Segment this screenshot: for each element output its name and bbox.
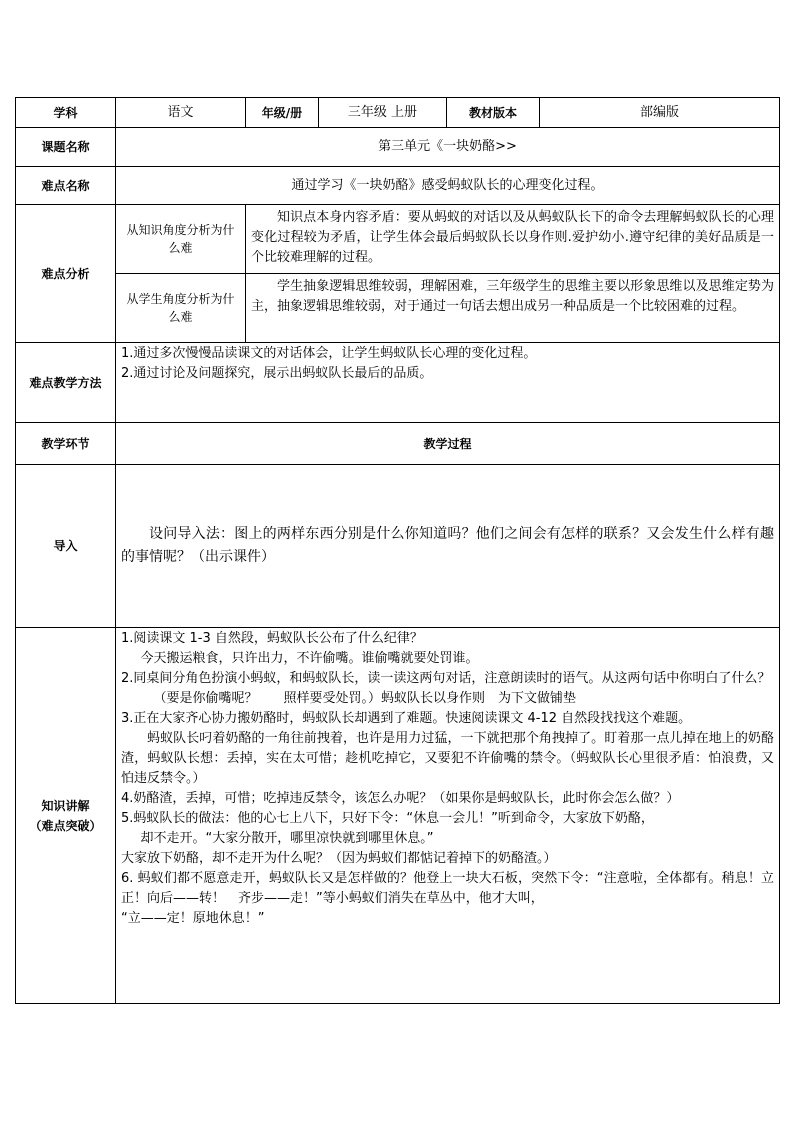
- method-line: 2.通过讨论及问题探究，展示出蚂蚁队长最后的品质。: [121, 366, 433, 381]
- analysis-knowledge-row: [16, 205, 780, 274]
- stage-header: 教学环节: [16, 423, 116, 465]
- topic-value: 第三单元《一块奶酪>>: [116, 128, 780, 167]
- method-line: 1.通过多次慢慢品读课文的对话体会，让学生蚂蚁队长心理的变化过程。: [121, 346, 537, 361]
- knowledge-paragraph: 2.同桌间分角色扮演小蚂蚁，和蚂蚁队长，读一读这两句对话，注意朗读时的语气。从这两句话中你明白了什么？: [121, 671, 771, 686]
- knowledge-paragraph: 却不走开。“大家分散开，哪里凉快就到哪里休息。”: [140, 831, 434, 846]
- knowledge-content: [116, 628, 780, 1004]
- process-header-row: [16, 423, 780, 465]
- knowledge-paragraph: 今天搬运粮食，只许出力，不许偷嘴。谁偷嘴就要处罚谁。: [140, 651, 479, 666]
- method-content: [116, 343, 780, 423]
- student-angle-label: 从学生角度分析为什么难: [116, 274, 246, 343]
- knowledge-angle-label: 从知识角度分析为什么难: [116, 205, 246, 274]
- knowledge-paragraph: 4.奶酪渣，丢掉，可惜；吃掉违反禁令，该怎么办呢？（如果你是蚂蚁队长，此时你会怎么做？）: [121, 791, 680, 806]
- knowledge-paragraph: 蚂蚁队长叼着奶酪的一角往前拽着，也许是用力过猛，一下就把那个角拽掉了。盯着那一点儿掉在地上的奶酪渣，蚂蚁队长想：丢掉，实在太可惜；趁机吃掉它，又要犯不许偷嘴的禁令。（蚂蚁队长心里很矛盾：怕浪费，又怕违反禁令。）: [121, 731, 774, 786]
- topic-label: 课题名称: [16, 128, 116, 167]
- subject-value: 语文: [116, 98, 246, 128]
- edition-label: 教材版本: [447, 98, 540, 128]
- intro-row: [16, 465, 780, 628]
- process-header: 教学过程: [116, 423, 780, 465]
- difficulty-row: [16, 167, 780, 205]
- knowledge-paragraph: “立——定！原地休息！”: [121, 911, 265, 926]
- topic-row: [16, 128, 780, 167]
- knowledge-paragraph: 1.阅读课文 1-3 自然段，蚂蚁队长公布了什么纪律？: [121, 631, 423, 646]
- intro-text: 设问导入法：图上的两样东西分别是什么你知道吗？他们之间会有怎样的联系？又会发生什么样有趣的事情呢？（出示课件）: [116, 465, 780, 628]
- edition-value: 部编版: [540, 98, 780, 128]
- knowledge-label-line1: 知识讲解: [41, 798, 90, 813]
- subject-label: 学科: [16, 98, 116, 128]
- difficulty-value: 通过学习《一块奶酪》感受蚂蚁队长的心理变化过程。: [116, 167, 780, 205]
- knowledge-paragraph: 6. 蚂蚁们都不愿意走开，蚂蚁队长又是怎样做的？他登上一块大石板，突然下令：“注意啦，全体都有。稍息！立正！向后——转！ 齐步——走！”等小蚂蚁们消失在草丛中，他才大叫，: [121, 871, 774, 906]
- knowledge-angle-text: 知识点本身内容矛盾：要从蚂蚁的对话以及从蚂蚁队长下的命令去理解蚂蚁队长的心理变化过程较为矛盾，让学生体会最后蚂蚁队长以身作则.爱护幼小.遵守纪律的美好品质是一个比较难理解的过程。: [246, 205, 780, 274]
- knowledge-paragraph: （要是你偷嘴呢？ 照样要受处罚。）蚂蚁队长以身作则 为下文做铺垫: [153, 691, 577, 706]
- knowledge-paragraph: 大家放下奶酪，却不走开为什么呢？（因为蚂蚁们都惦记着掉下的奶酪渣。）: [121, 851, 557, 866]
- knowledge-paragraph: 5.蚂蚁队长的做法：他的心七上八下，只好下令：“休息一会儿！”听到命令，大家放下奶酪，: [121, 811, 654, 826]
- analysis-student-row: [16, 274, 780, 343]
- analysis-label: 难点分析: [16, 205, 116, 343]
- method-label: 难点教学方法: [16, 343, 116, 423]
- knowledge-label: [16, 628, 116, 1004]
- knowledge-row: [16, 628, 780, 1004]
- difficulty-label: 难点名称: [16, 167, 116, 205]
- intro-label: 导入: [16, 465, 116, 628]
- method-row: [16, 343, 780, 423]
- student-angle-text: 学生抽象逻辑思维较弱，理解困难，三年级学生的思维主要以形象思维以及思维定势为主，抽象逻辑思维较弱，对于通过一句话去想出成另一种品质是一个比较困难的过程。: [246, 274, 780, 343]
- lesson-plan-table: [15, 97, 780, 1004]
- knowledge-paragraph: 3.正在大家齐心协力搬奶酪时，蚂蚁队长却遇到了难题。快速阅读课文 4-12 自然段找找这个难题。: [121, 711, 692, 726]
- header-row: [16, 98, 780, 128]
- grade-label: 年级/册: [246, 98, 319, 128]
- grade-value: 三年级 上册: [319, 98, 447, 128]
- knowledge-label-line2: （难点突破）: [29, 818, 102, 833]
